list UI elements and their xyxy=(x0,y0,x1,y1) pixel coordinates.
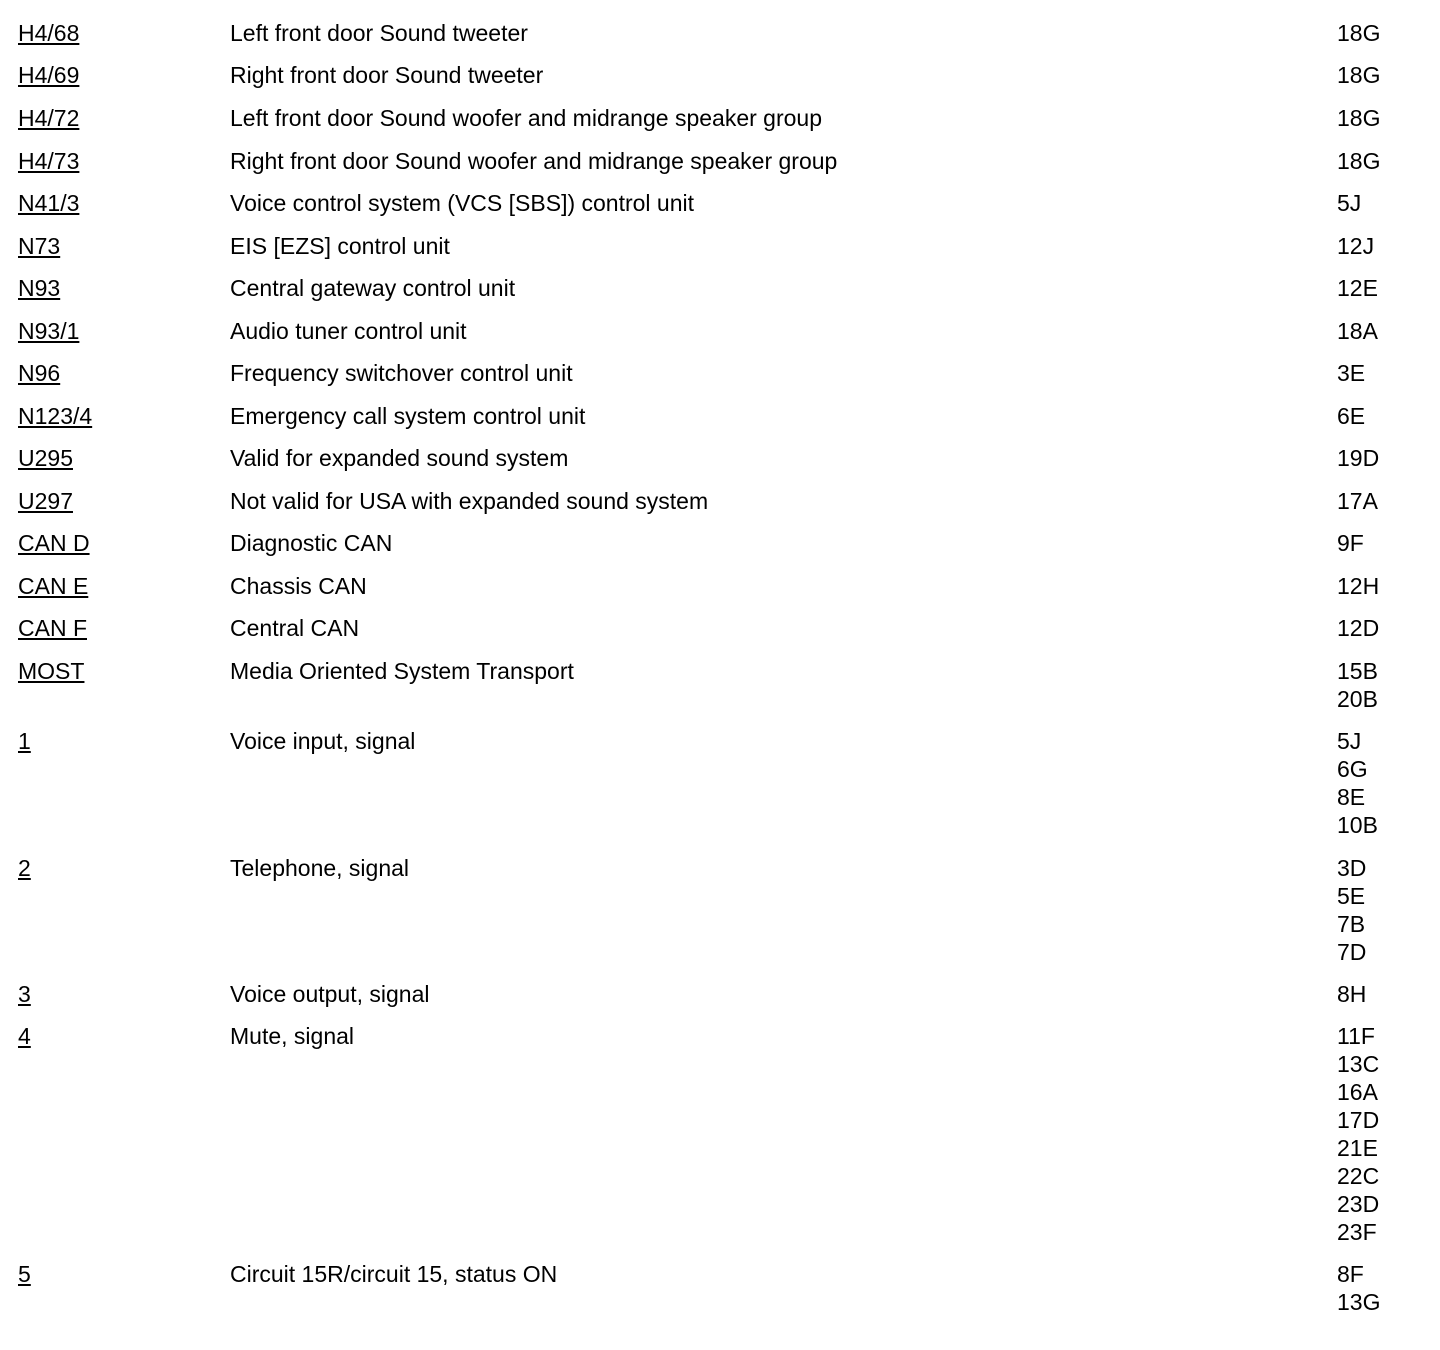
grid-reference-list xyxy=(1337,104,1380,132)
component-code-link[interactable]: CAN F xyxy=(18,615,87,641)
grid-reference: 19D xyxy=(1337,445,1380,471)
grid-reference: 23F xyxy=(1337,1219,1377,1245)
grid-reference: 7D xyxy=(1337,939,1367,965)
grid-reference: 18G xyxy=(1337,105,1381,131)
component-code-link[interactable]: U295 xyxy=(18,445,73,471)
component-code-link[interactable]: N123/4 xyxy=(18,403,93,429)
component-code-link[interactable]: 1 xyxy=(18,728,31,754)
grid-reference: 16A xyxy=(1337,1079,1378,1105)
component-description: Central CAN xyxy=(230,615,360,641)
grid-reference: 5J xyxy=(1337,728,1362,754)
component-description: Emergency call system control unit xyxy=(230,403,586,429)
component-code-link[interactable]: MOST xyxy=(18,658,85,684)
grid-reference-list xyxy=(1337,1022,1379,1246)
grid-reference: 8E xyxy=(1337,784,1366,810)
component-code-link[interactable]: H4/68 xyxy=(18,20,80,46)
component-code-link[interactable]: N73 xyxy=(18,233,61,259)
component-description: Left front door Sound tweeter xyxy=(230,20,528,46)
grid-reference: 6E xyxy=(1337,403,1366,429)
component-code-link[interactable]: 3 xyxy=(18,981,31,1007)
grid-reference: 15B xyxy=(1337,658,1378,684)
component-description: Mute, signal xyxy=(230,1023,355,1049)
grid-reference: 5E xyxy=(1337,883,1366,909)
grid-reference: 23D xyxy=(1337,1191,1380,1217)
component-description: Frequency switchover control unit xyxy=(230,360,573,386)
component-description: Right front door Sound woofer and midrange speaker group xyxy=(230,148,838,174)
component-code-link[interactable]: H4/72 xyxy=(18,105,80,131)
component-code-link[interactable]: CAN E xyxy=(18,573,89,599)
grid-reference: 8F xyxy=(1337,1261,1364,1287)
grid-reference-list xyxy=(1337,232,1374,260)
grid-reference: 18G xyxy=(1337,148,1381,174)
component-description: Chassis CAN xyxy=(230,573,367,599)
grid-reference: 12H xyxy=(1337,573,1380,599)
grid-reference-list xyxy=(1337,402,1365,430)
grid-reference-list xyxy=(1337,189,1361,217)
grid-reference: 18G xyxy=(1337,20,1381,46)
component-description: EIS [EZS] control unit xyxy=(230,233,450,259)
component-code-link[interactable]: 4 xyxy=(18,1023,31,1049)
component-code-link[interactable]: N96 xyxy=(18,360,61,386)
grid-reference-list xyxy=(1337,727,1378,839)
component-description: Telephone, signal xyxy=(230,855,410,881)
component-code-link[interactable]: 5 xyxy=(18,1261,31,1287)
grid-reference: 13G xyxy=(1337,1289,1381,1315)
grid-reference: 18G xyxy=(1337,62,1381,88)
grid-reference-list xyxy=(1337,487,1378,515)
grid-reference: 5J xyxy=(1337,190,1362,216)
component-description: Valid for expanded sound system xyxy=(230,445,569,471)
grid-reference: 20B xyxy=(1337,686,1378,712)
grid-reference: 7B xyxy=(1337,911,1366,937)
component-description: Voice input, signal xyxy=(230,728,416,754)
component-description: Voice control system (VCS [SBS]) control unit xyxy=(230,190,695,216)
component-code-link[interactable]: N41/3 xyxy=(18,190,80,216)
component-description: Diagnostic CAN xyxy=(230,530,393,556)
component-code-link[interactable]: N93/1 xyxy=(18,318,80,344)
grid-reference-list xyxy=(1337,444,1379,472)
grid-reference-list xyxy=(1337,854,1366,966)
grid-reference-list xyxy=(1337,529,1364,557)
component-code-link[interactable]: U297 xyxy=(18,488,73,514)
component-description: Not valid for USA with expanded sound system xyxy=(230,488,709,514)
grid-reference: 18A xyxy=(1337,318,1378,344)
grid-reference-list xyxy=(1337,317,1378,345)
grid-reference: 10B xyxy=(1337,812,1378,838)
grid-reference: 17D xyxy=(1337,1107,1380,1133)
grid-reference: 12J xyxy=(1337,233,1375,259)
grid-reference: 11F xyxy=(1337,1023,1375,1049)
component-code-link[interactable]: H4/69 xyxy=(18,62,80,88)
grid-reference: 3E xyxy=(1337,360,1366,386)
grid-reference-list xyxy=(1337,61,1380,89)
grid-reference: 12E xyxy=(1337,275,1378,301)
component-code-link[interactable]: N93 xyxy=(18,275,61,301)
grid-reference-list xyxy=(1337,359,1365,387)
grid-reference-list xyxy=(1337,274,1378,302)
grid-reference: 13C xyxy=(1337,1051,1380,1077)
grid-reference: 6G xyxy=(1337,756,1368,782)
grid-reference: 9F xyxy=(1337,530,1364,556)
component-description: Right front door Sound tweeter xyxy=(230,62,544,88)
component-description: Central gateway control unit xyxy=(230,275,516,301)
component-code-link[interactable]: 2 xyxy=(18,855,31,881)
component-description: Audio tuner control unit xyxy=(230,318,467,344)
grid-reference-list xyxy=(1337,1260,1380,1316)
component-description: Media Oriented System Transport xyxy=(230,658,574,684)
grid-reference-list xyxy=(1337,980,1366,1008)
grid-reference-list xyxy=(1337,572,1379,600)
grid-reference: 12D xyxy=(1337,615,1380,641)
grid-reference-list xyxy=(1337,19,1380,47)
component-description: Left front door Sound woofer and midrange speaker group xyxy=(230,105,822,131)
component-description: Circuit 15R/circuit 15, status ON xyxy=(230,1261,558,1287)
grid-reference-list xyxy=(1337,657,1378,713)
grid-reference: 21E xyxy=(1337,1135,1378,1161)
component-description: Voice output, signal xyxy=(230,981,430,1007)
grid-reference-list xyxy=(1337,614,1379,642)
grid-reference: 17A xyxy=(1337,488,1378,514)
grid-reference-list xyxy=(1337,147,1380,175)
grid-reference: 22C xyxy=(1337,1163,1380,1189)
grid-reference: 8H xyxy=(1337,981,1367,1007)
component-code-link[interactable]: CAN D xyxy=(18,530,90,556)
component-code-link[interactable]: H4/73 xyxy=(18,148,80,174)
grid-reference: 3D xyxy=(1337,855,1367,881)
